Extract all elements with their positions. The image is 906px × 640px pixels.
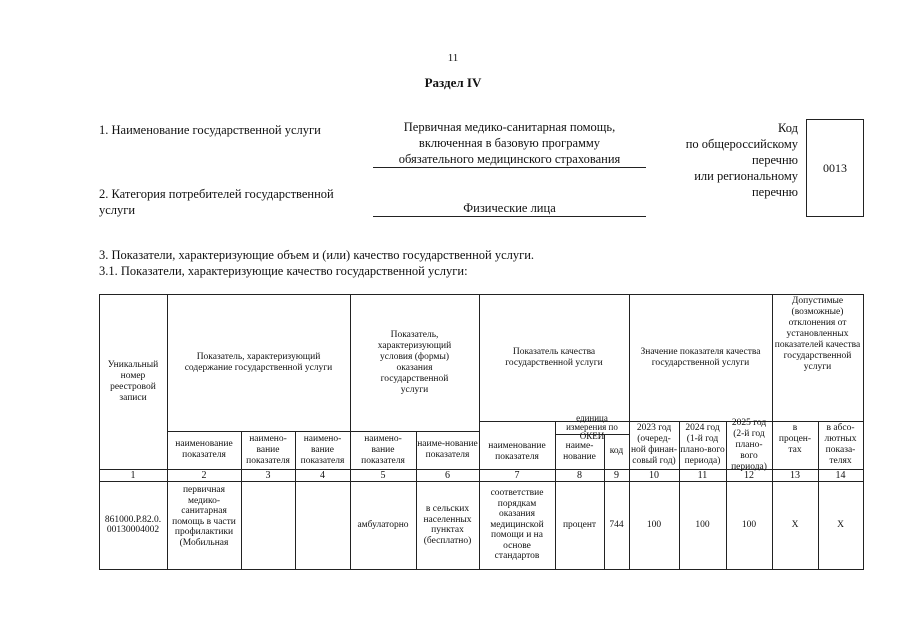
service-name-line: обязательного медицинского страхования — [373, 151, 646, 168]
header-quality: Показатель качества государственной услуги — [505, 346, 603, 368]
col-number: 14 — [835, 469, 846, 481]
category-label — [99, 186, 334, 218]
row-unit-name: процент — [562, 519, 597, 530]
section-title: Раздел IV — [424, 75, 482, 90]
header-unit-code: код — [609, 446, 624, 456]
service-name-label: 1. Наименование государственной услуги — [99, 123, 321, 137]
col-number: 11 — [697, 469, 708, 481]
page-number: 11 — [447, 52, 459, 64]
row-value-2023: 100 — [646, 519, 662, 530]
category-label-line: 2. Категория потребителей государственной — [99, 187, 334, 201]
header-col-2: наименование показателя — [175, 439, 233, 460]
header-conditions: Показатель, характеризующий условия (формы) оказания государственной услуги — [377, 329, 452, 395]
col-number: 13 — [790, 469, 800, 481]
service-name-line: включенная в базовую программу — [418, 136, 601, 150]
header-2024: 2024 год (1-й год плано-вого периода) — [680, 423, 725, 466]
header-indicator-name: наименование показателя — [488, 440, 546, 462]
header-unit: единица измерения по ОКЕИ — [566, 413, 618, 441]
header-col-5: наимено-вание показателя — [361, 433, 405, 466]
row-content: первичная медико-санитарная помощь в части профилактики (Мобильная — [172, 485, 236, 548]
row-place: в сельских населенных пунктах (бесплатно) — [423, 504, 472, 546]
header-col-6: наиме-нование показателя — [417, 439, 478, 460]
header-2025: 2025 год (2-й год плано-вого периода) — [731, 417, 767, 472]
indicators-line-2: 3.1. Показатели, характеризующие качество государственной услуги: — [99, 264, 468, 278]
row-deviation-percent: X — [791, 519, 799, 530]
col-number: 1 — [130, 469, 136, 481]
col-number: 4 — [320, 469, 325, 481]
code-label-line: по общероссийскому — [685, 137, 798, 151]
header-content: Показатель, характеризующий содержание государственной услуги — [184, 351, 333, 373]
row-condition: амбулаторно — [357, 519, 409, 530]
col-number: 2 — [201, 469, 207, 481]
header-value: Значение показателя качества государственной услуги — [640, 346, 761, 368]
header-deviation: Допустимые (возможные) отклонения от установленных показателей качества государственной услуги — [774, 296, 861, 372]
header-deviation-absolute: в абсо-лютных показа-телях — [824, 423, 857, 466]
code-label-line: Код — [778, 121, 798, 135]
row-id: 861000.Р.82.0.00130004002 — [104, 514, 162, 535]
category-label-line: услуги — [99, 203, 136, 217]
col-number: 12 — [744, 469, 754, 481]
row-col-4 — [295, 481, 350, 569]
col-number: 9 — [614, 469, 619, 481]
col-number: 6 — [445, 469, 450, 481]
service-name-line: Первичная медико-санитарная помощь, — [403, 120, 616, 134]
category-value: Физические лица — [373, 200, 646, 217]
header-col-4: наимено-вание показателя — [300, 433, 345, 466]
code-label — [650, 120, 798, 200]
col-number: 8 — [577, 469, 582, 481]
row-unit-code: 744 — [609, 519, 624, 530]
indicators-line-1: 3. Показатели, характеризующие объем и (или) качество государственной услуги. — [99, 248, 535, 262]
code-label-line: или региональному — [694, 169, 798, 183]
row-deviation-absolute: X — [837, 519, 844, 530]
header-unit-name: наиме-нование — [563, 440, 596, 462]
service-name-value — [373, 119, 646, 168]
col-number: 5 — [380, 469, 386, 481]
code-box: 0013 — [806, 119, 864, 217]
row-col-3 — [241, 481, 295, 569]
quality-table — [99, 294, 863, 570]
col-number: 10 — [649, 469, 659, 481]
header-unique-number: Уникальный номер реестровой записи — [107, 359, 159, 403]
col-number: 7 — [514, 469, 520, 481]
header-2023: 2023 год (очеред-ной финан-совый год) — [630, 423, 678, 466]
header-col-3: наимено-вание показателя — [246, 433, 290, 466]
col-number: 3 — [265, 469, 271, 481]
code-label-line: перечню — [751, 185, 798, 199]
header-deviation-percent: в процен-тах — [778, 423, 812, 455]
code-label-line: перечню — [751, 153, 798, 167]
row-value-2024: 100 — [695, 519, 710, 530]
row-indicator: соответствие порядкам оказания медицинской помощи и на основе стандартов — [490, 488, 544, 562]
row-value-2025: 100 — [741, 519, 757, 530]
